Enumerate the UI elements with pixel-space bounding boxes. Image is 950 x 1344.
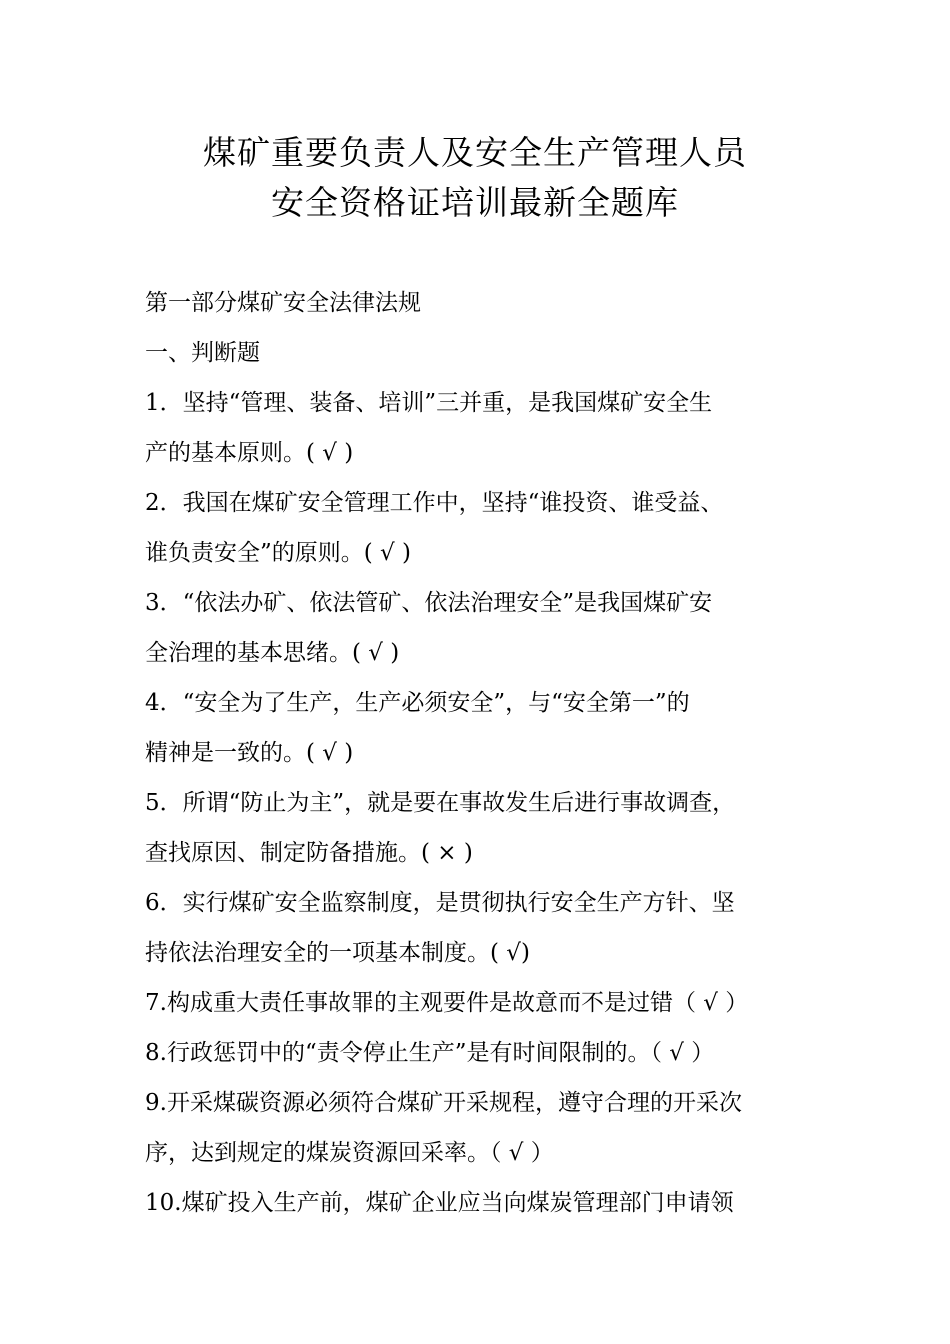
- question-line: 9.开采煤碳资源必须符合煤矿开采规程，遵守合理的开采次: [145, 1090, 742, 1116]
- question-line: 7.构成重大责任事故罪的主观要件是故意而不是过错（ √ ）: [145, 990, 749, 1016]
- question-line: 5．所谓“防止为主”，就是要在事故发生后进行事故调查，: [145, 790, 736, 816]
- question-line: 6．实行煤矿安全监察制度，是贯彻执行安全生产方针、坚: [145, 890, 735, 916]
- question-line: 3．“依法办矿、依法管矿、依法治理安全”是我国煤矿安: [145, 590, 713, 616]
- question-line: 查找原因、制定防备措施。( × ): [145, 840, 473, 866]
- title-line-2: 安全资格证培训最新全题库: [271, 183, 679, 222]
- question-line: 10.煤矿投入生产前，煤矿企业应当向煤炭管理部门申请领: [145, 1190, 734, 1216]
- question-line: 精神是一致的。( √ ): [145, 740, 354, 766]
- question-line: 4．“安全为了生产，生产必须安全”，与“安全第一”的: [145, 690, 690, 716]
- document-title: [0, 128, 950, 228]
- section-heading: 第一部分煤矿安全法律法规: [145, 290, 421, 316]
- question-line: 1．坚持“管理、装备、培训”三并重，是我国煤矿安全生: [145, 390, 713, 416]
- question-line: 持依法治理安全的一项基本制度。( √): [145, 940, 530, 966]
- document-body: [145, 278, 835, 1228]
- question-line: 全治理的基本思绪。( √ ): [145, 640, 400, 666]
- subsection-heading: 一、判断题: [145, 340, 260, 366]
- question-line: 序，达到规定的煤炭资源回采率。（ √ ）: [145, 1140, 554, 1166]
- question-line: 2．我国在煤矿安全管理工作中，坚持“谁投资、谁受益、: [145, 490, 724, 516]
- question-line: 产的基本原则。( √ ): [145, 440, 354, 466]
- question-line: 8.行政惩罚中的“责令停止生产”是有时间限制的。（ √ ）: [145, 1040, 715, 1066]
- title-line-1: 煤矿重要负责人及安全生产管理人员: [203, 133, 747, 172]
- question-line: 谁负责安全”的原则。( √ ): [145, 540, 411, 566]
